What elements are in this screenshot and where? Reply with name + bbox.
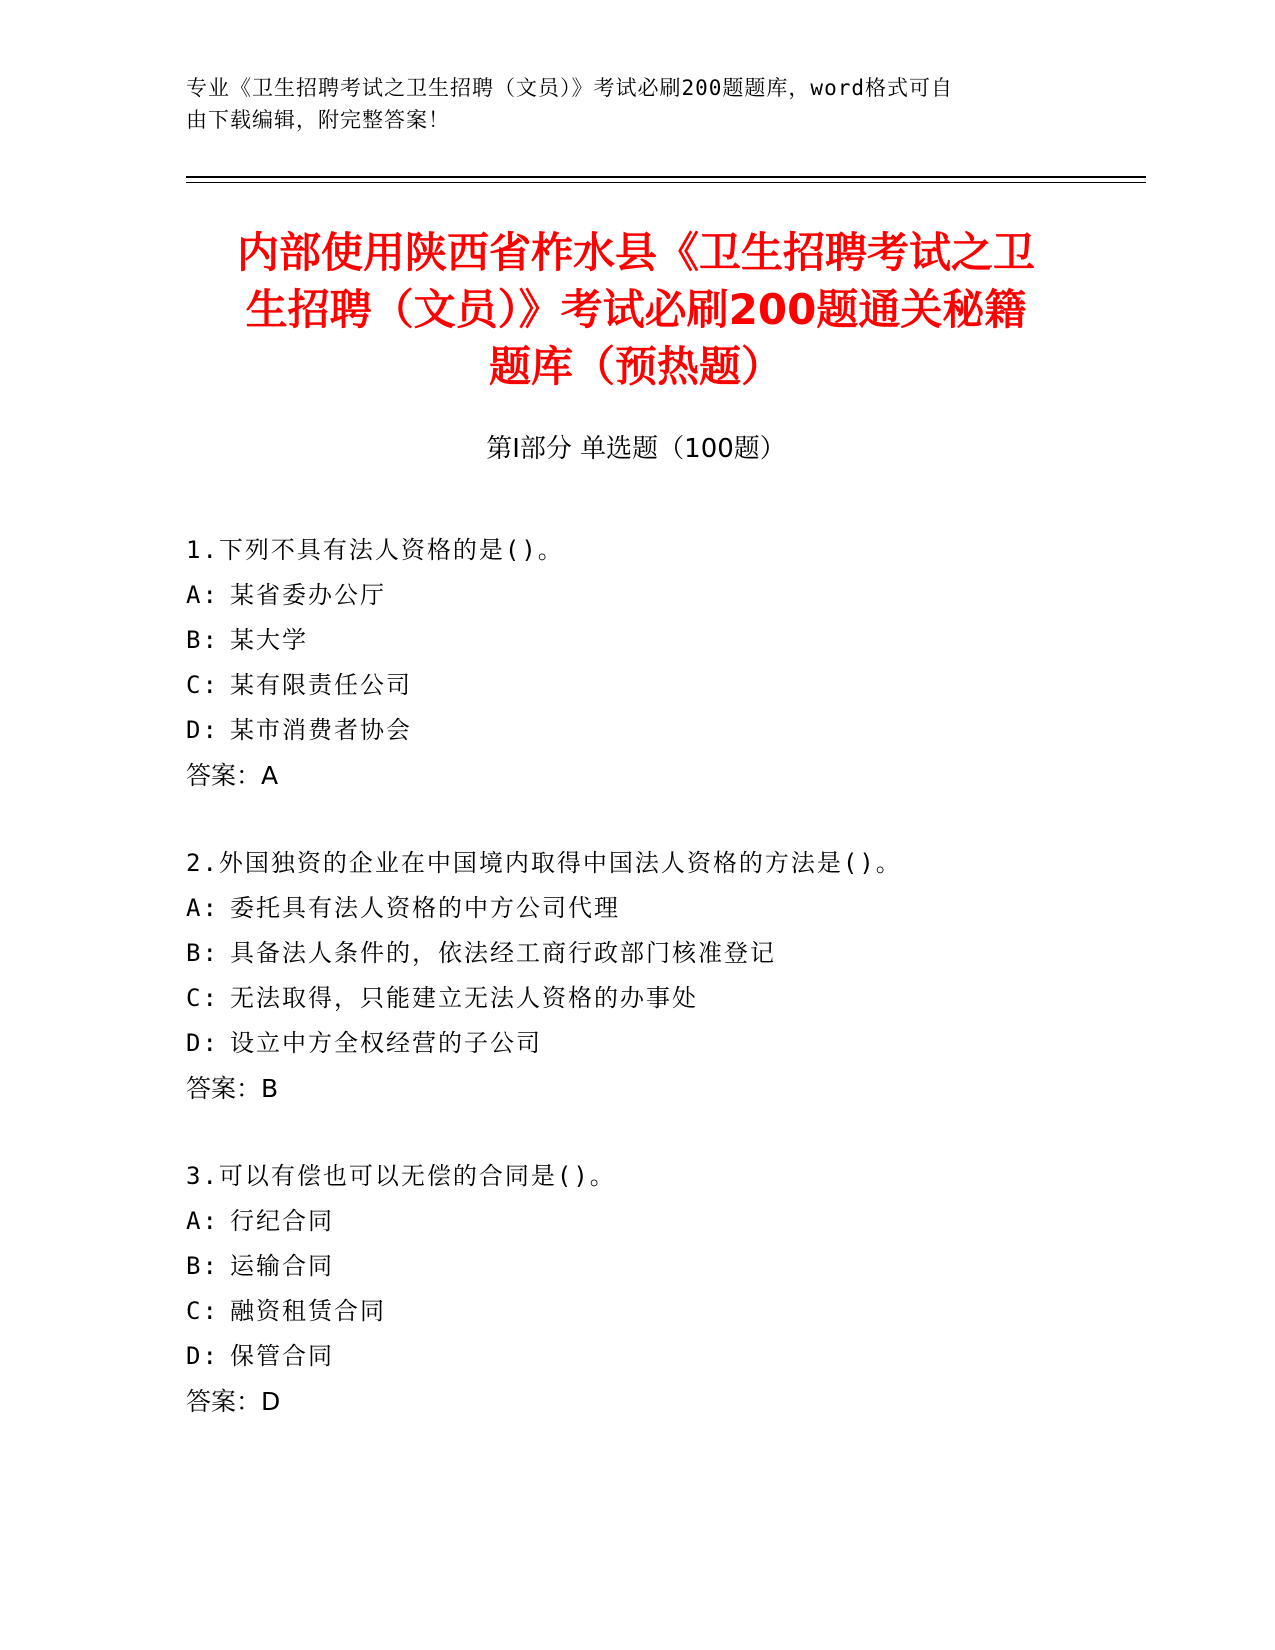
question-3 <box>186 1154 1146 1424</box>
intro-line-2: 由下载编辑，附完整答案！ <box>186 108 450 132</box>
option-text: 某省委办公厅 <box>230 581 386 609</box>
header-divider-thin <box>186 182 1146 183</box>
title-line-3: 题库（预热题） <box>488 342 783 391</box>
intro-line-1: 专业《卫生招聘考试之卫生招聘（文员）》考试必刷200题题库，word格式可自 <box>186 76 953 100</box>
answer-line: 答案：B <box>186 1074 279 1103</box>
option-letter: D: <box>186 1029 219 1057</box>
option-d <box>186 708 1146 753</box>
option-letter: C: <box>186 671 219 699</box>
option-c <box>186 663 1146 708</box>
question-1 <box>186 528 1146 798</box>
header-divider-thick <box>186 176 1146 178</box>
option-text: 融资租赁合同 <box>230 1297 386 1325</box>
intro-text <box>186 72 1066 136</box>
option-text: 某市消费者协会 <box>230 716 412 744</box>
section-title: 第Ⅰ部分 单选题（100题） <box>486 434 786 464</box>
option-letter: A: <box>186 894 219 922</box>
option-letter: D: <box>186 1342 219 1370</box>
question-stem: 1.下列不具有法人资格的是()。 <box>186 536 564 564</box>
question-stem: 3.可以有偿也可以无偿的合同是()。 <box>186 1162 616 1190</box>
option-text: 委托具有法人资格的中方公司代理 <box>230 894 620 922</box>
option-text: 运输合同 <box>230 1252 334 1280</box>
option-d <box>186 1021 1146 1066</box>
option-text: 具备法人条件的，依法经工商行政部门核准登记 <box>230 939 776 967</box>
option-text: 某有限责任公司 <box>230 671 412 699</box>
option-letter: A: <box>186 1207 219 1235</box>
document-title <box>186 224 1086 395</box>
option-a <box>186 886 1146 931</box>
option-b <box>186 931 1146 976</box>
option-letter: D: <box>186 716 219 744</box>
option-text: 行纪合同 <box>230 1207 334 1235</box>
option-d <box>186 1334 1146 1379</box>
option-text: 无法取得，只能建立无法人资格的办事处 <box>230 984 698 1012</box>
option-letter: C: <box>186 984 219 1012</box>
option-letter: A: <box>186 581 219 609</box>
answer-line: 答案：D <box>186 1387 281 1416</box>
option-letter: B: <box>186 939 219 967</box>
title-line-2: 生招聘（文员）》考试必刷200题通关秘籍 <box>245 285 1027 334</box>
title-line-1: 内部使用陕西省柞水县《卫生招聘考试之卫 <box>236 228 1035 277</box>
option-letter: B: <box>186 626 219 654</box>
option-text: 设立中方全权经营的子公司 <box>230 1029 542 1057</box>
option-a <box>186 1199 1146 1244</box>
question-stem: 2.外国独资的企业在中国境内取得中国法人资格的方法是()。 <box>186 849 902 877</box>
option-c <box>186 1289 1146 1334</box>
option-text: 保管合同 <box>230 1342 334 1370</box>
option-b <box>186 618 1146 663</box>
option-b <box>186 1244 1146 1289</box>
option-letter: C: <box>186 1297 219 1325</box>
option-text: 某大学 <box>230 626 308 654</box>
question-2 <box>186 841 1146 1111</box>
option-letter: B: <box>186 1252 219 1280</box>
answer-line: 答案：A <box>186 761 279 790</box>
option-c <box>186 976 1146 1021</box>
question-list <box>186 528 1146 1467</box>
option-a <box>186 573 1146 618</box>
